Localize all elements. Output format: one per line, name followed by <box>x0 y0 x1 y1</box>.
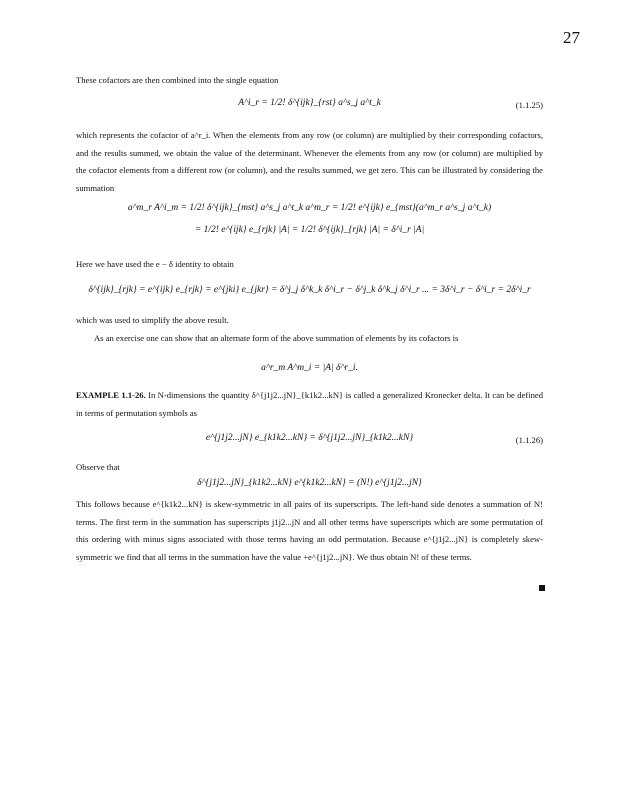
example-label: EXAMPLE 1.1-26. <box>76 390 146 400</box>
paragraph-identity: Here we have used the e − δ identity to obtain <box>76 259 234 269</box>
equation-body: δ^{ijk}_{rjk} = e^{ijk} e_{rjk} = e^{jki} e_{jkr} = δ^j_j δ^k_k δ^i_r − δ^j_k δ^k_j δ^i_r ... = 3δ^i_r − δ^i_r = 2δ^i_r <box>88 285 531 295</box>
equation-body: e^{j1j2...jN} e_{k1k2...kN} = δ^{j1j2...jN}_{k1k2...kN} <box>205 433 414 443</box>
equation-body: = 1/2! e^{ijk} e_{rjk} |A| = 1/2! δ^{ijk}_{rjk} |A| = δ^i_r |A| <box>194 225 425 235</box>
example-text: In N-dimensions the quantity δ^{j1j2...jN}_{k1k2...kN} is called a generalized Kronecker delta. It can be defined in terms of permutation symbols as <box>76 390 543 418</box>
page-number: 27 <box>563 28 580 47</box>
end-of-proof-square <box>539 585 545 591</box>
equation-summation-line1 <box>76 200 543 222</box>
equation-body: a^r_m A^m_i = |A| δ^r_i. <box>261 363 358 373</box>
paragraph-cofactor: which represents the cofactor of a^r_i. When the elements from any row (or column) are multiplied by their corresponding cofactors, and the results summed, we obtain the value of the determinant. Whenever the elements from any row (or column) are multiplied by the cofactor elements from a different row (or column), and the results summed, we get zero. This can be illustrated by considering the summation <box>76 130 543 193</box>
equation-observe <box>76 475 543 497</box>
equation-body: A^i_r = 1/2! δ^{ijk}_{rst} a^s_j a^t_k <box>238 98 381 108</box>
equation-tag: (1.1.25) <box>515 100 543 110</box>
equation-body: δ^{j1j2...jN}_{k1k2...kN} e^{k1k2...kN} = (N!) e^{j1j2...jN} <box>197 478 422 488</box>
paragraph-intro: These cofactors are then combined into the single equation <box>76 75 279 85</box>
equation-body: a^m_r A^i_m = 1/2! δ^{ijk}_{mst} a^s_j a^t_k a^m_r = 1/2! e^{ijk} e_{mst}(a^m_r a^s_j a^t_k) <box>127 203 492 213</box>
paragraph-simplify: which was used to simplify the above result. <box>76 315 229 325</box>
paragraph-conclusion: This follows because e^{k1k2...kN} is skew-symmetric in all pairs of its superscripts. The left-hand side denotes a summation of N! terms. The first term in the summation has superscripts j1j2...jN and all other terms have superscripts which are some permutation of this ordering with minus signs associated with those terms having an odd permutation. Because e^{j1j2...jN} is completely skew-symmetric we find that all terms in the summation have the value +e^{j1j2...jN}. We thus obtain N! of these terms. <box>76 499 543 562</box>
equation-delta-identity <box>76 282 543 304</box>
equation-1-1-26 <box>76 430 543 452</box>
equation-alternate <box>76 360 543 382</box>
paragraph-example <box>76 387 543 422</box>
equation-tag: (1.1.26) <box>515 435 543 445</box>
paragraph-exercise: As an exercise one can show that an alternate form of the above summation of elements by its cofactors is <box>94 333 459 343</box>
equation-1-1-25 <box>76 95 543 117</box>
paragraph-observe: Observe that <box>76 462 120 472</box>
equation-summation-line2 <box>76 222 543 244</box>
